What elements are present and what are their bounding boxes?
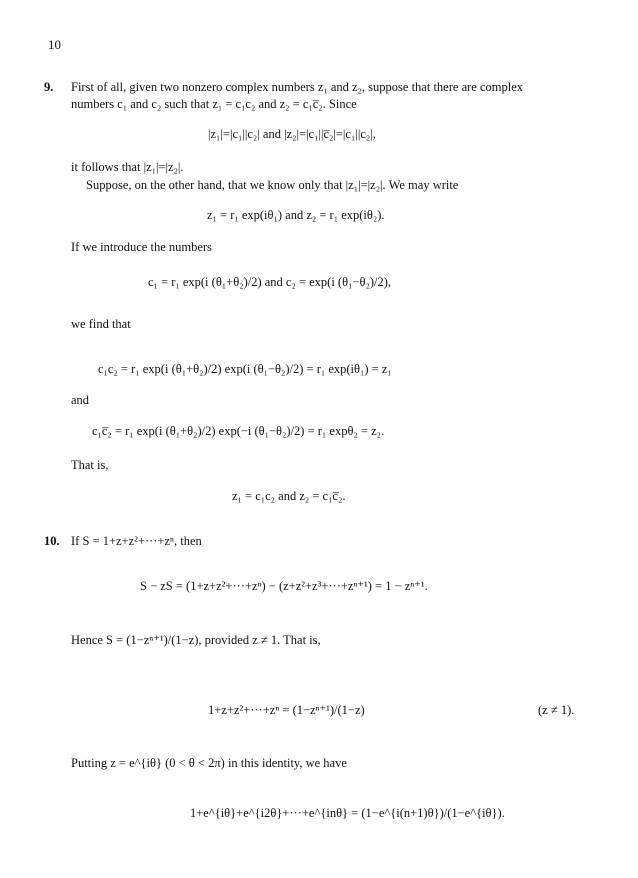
equation-exponential-sum: 1+e^{iθ}+e^{i2θ}+···+e^{inθ} = (1−e^{i(n+1)θ})/(1−e^{iθ}). — [190, 806, 505, 820]
text-hence: Hence S = (1−zⁿ⁺¹)/(1−z), provided z ≠ 1. That is, — [71, 633, 321, 647]
text-introduce: If we introduce the numbers — [71, 240, 212, 254]
equation-polar-form: z₁ = r₁ exp(iθ₁) and z₂ = r₁ exp(iθ₂). — [207, 208, 385, 222]
problem-10-label: 10. — [44, 534, 60, 548]
page-number: 10 — [48, 37, 61, 52]
equation-geometric-sum: 1+z+z²+···+zⁿ = (1−zⁿ⁺¹)/(1−z) — [208, 703, 365, 717]
text-and: and — [71, 393, 90, 407]
text-suppose: Suppose, on the other hand, that we know only that |z₁|=|z₂|. We may write — [86, 178, 459, 192]
equation-c1c2bar-product: c₁c̅₂ = r₁ exp(i (θ₁+θ₂)/2) exp(−i (θ₁−θ₂)/2) = r₁ expθ₂ = z₂. — [92, 424, 385, 438]
equation-moduli: |z₁|=|c₁||c₂| and |z₂|=|c₁||c̅₂|=|c₁||c₂|, — [208, 127, 376, 141]
equation-c1-c2-definition: c₁ = r₁ exp(i (θ₁+θ₂)/2) and c₂ = exp(i (θ₁−θ₂)/2), — [148, 275, 391, 289]
equation-z1-z2-final: z₁ = c₁c₂ and z₂ = c₁c̅₂. — [232, 489, 346, 503]
text-we-find: we find that — [71, 317, 131, 331]
text-putting: Putting z = e^{iθ} (0 < θ < 2π) in this identity, we have — [71, 756, 347, 770]
problem-9-intro-line-1: First of all, given two nonzero complex numbers z₁ and z₂, suppose that there are complex — [71, 80, 523, 94]
text-that-is: That is, — [71, 458, 109, 472]
condition-z-not-one: (z ≠ 1). — [538, 703, 575, 717]
problem-9-intro-line-2: numbers c₁ and c₂ such that z₁ = c₁c₂ and z₂ = c₁c̅₂. Since — [71, 97, 357, 111]
equation-c1c2-product: c₁c₂ = r₁ exp(i (θ₁+θ₂)/2) exp(i (θ₁−θ₂)/2) = r₁ exp(iθ₁) = z₁ — [98, 362, 392, 376]
problem-9-label: 9. — [44, 80, 54, 94]
problem-10-if-line: If S = 1+z+z²+···+zⁿ, then — [71, 534, 202, 548]
text-it-follows: it follows that |z₁|=|z₂|. — [71, 160, 184, 174]
equation-s-minus-zs: S − zS = (1+z+z²+···+zⁿ) − (z+z²+z³+···+zⁿ⁺¹) = 1 − zⁿ⁺¹. — [140, 579, 428, 593]
